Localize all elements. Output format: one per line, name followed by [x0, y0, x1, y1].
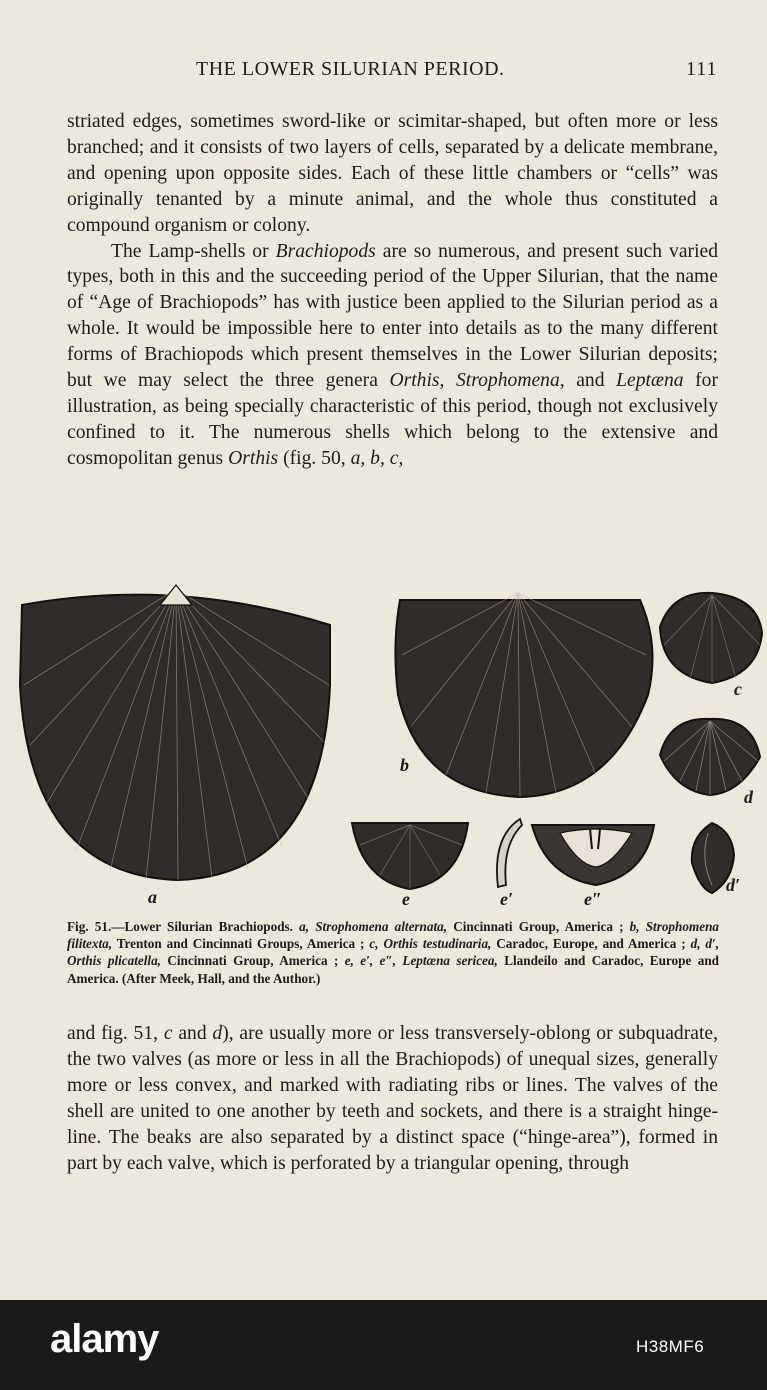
body-text-top [67, 109, 718, 472]
italic-run: Orthis, Strophomena, [389, 370, 565, 392]
figure-caption [67, 918, 719, 987]
text-run: and fig. 51, [67, 1023, 164, 1044]
body-text-bottom [67, 1021, 718, 1176]
figure-label-e-double-prime: e″ [584, 889, 602, 909]
figure-51 [0, 575, 767, 909]
caption-run: Cincinnati Group, America ; [447, 919, 630, 934]
shell-c-illustration [660, 593, 762, 683]
caption-italic-run: a, Strophomena alternata, [299, 919, 448, 934]
text-run: (fig. 50, [278, 447, 351, 469]
shell-e-double-prime-illustration [532, 825, 654, 885]
figure-label-d-prime: d′ [726, 875, 741, 895]
caption-run: Cincinnati Group, America ; [160, 953, 345, 969]
shell-e-prime-illustration [497, 819, 522, 887]
caption-run: Caradoc, Europe, and America ; [491, 936, 691, 952]
brachiopod-illustrations [0, 575, 767, 905]
italic-run: Brachiopods [275, 240, 376, 262]
shell-e-illustration [352, 823, 468, 889]
figure-label-d: d [744, 787, 753, 807]
running-head [0, 58, 767, 84]
figure-label-a: a [148, 887, 157, 907]
italic-run: Orthis [228, 447, 279, 469]
image-id: H38MF6 [636, 1337, 705, 1356]
shell-d-illustration [660, 719, 760, 795]
caption-run: Fig. 51.—Lower Silurian Brachiopods. [67, 919, 300, 934]
shell-a-illustration [20, 585, 330, 880]
text-run: and [564, 370, 617, 392]
figure-label-c: c [734, 679, 742, 699]
text-run: ), are usually more or less transversely-oblong or subquadrate, the two valves (as more or less in all the Brachiopods) of unequal sizes, generally more or less convex, and marked with radiating ribs or lines. The valves of the shell are united to one another by teeth and sockets, and there is a straight hinge-line. The beaks are also separated by a distinct space (“hinge-area”), formed in part by each valve, which is perforated by a triangular opening, through [67, 1023, 718, 1174]
alamy-logo: alamy [50, 1317, 159, 1361]
text-run: are so numerous, and present such varied types, both in this and the succeeding period of the Upper Silurian, that the name of “Age of Brachiopods” has with justice been applied to the Silurian period as a whole. It would be impossible here to enter into details as to the many different forms of Brachiopods which present themselves in the Lower Silurian deposits; but we may select the three genera [67, 240, 719, 392]
italic-run: c [163, 1023, 173, 1044]
text-run: The Lamp-shells or [111, 240, 276, 262]
italic-run: a, b, c, [350, 447, 404, 469]
caption-italic-run: e, e′, e″, Leptæna sericea, [344, 953, 498, 969]
caption-italic-run: c, Orthis testudinaria, [369, 936, 492, 952]
text-run: and [172, 1023, 213, 1044]
caption-run: Trenton and Cincinnati Groups, America ; [112, 936, 370, 952]
page-number: 111 [686, 58, 718, 80]
caption-run: Llandeilo and Caradoc, Europe and America. (After Meek, Hall, and the Author.) [67, 953, 719, 986]
paragraph-3 [67, 1021, 718, 1176]
caption-italic-run: d, d′, Orthis plicatella, [67, 936, 720, 969]
italic-run: d [212, 1023, 223, 1044]
paragraph-2 [67, 239, 718, 472]
shell-b-illustration [395, 593, 652, 797]
running-title: THE LOWER SILURIAN PERIOD. [196, 58, 505, 80]
figure-label-e-prime: e′ [500, 889, 514, 909]
paragraph-1: striated edges, sometimes sword-like or scimitar-shaped, but often more or less branched; and it consists of two layers of cells, separated by a delicate membrane, and opening upon opposite sides. Each of these little chambers or “cells” was originally tenanted by a minute animal, and the whole thus constituted a compound organism or colony. [67, 111, 718, 236]
figure-label-e: e [402, 889, 410, 909]
figure-label-b: b [400, 755, 409, 775]
italic-run: Leptæna [616, 370, 684, 392]
text-run: for illustration, as being specially characteristic of this period, though not exclusively confined to it. The numerous shells which belong to the extensive and cosmopolitan genus [67, 370, 719, 469]
caption-italic-run: b, Strophomena filitexta, [67, 919, 719, 952]
